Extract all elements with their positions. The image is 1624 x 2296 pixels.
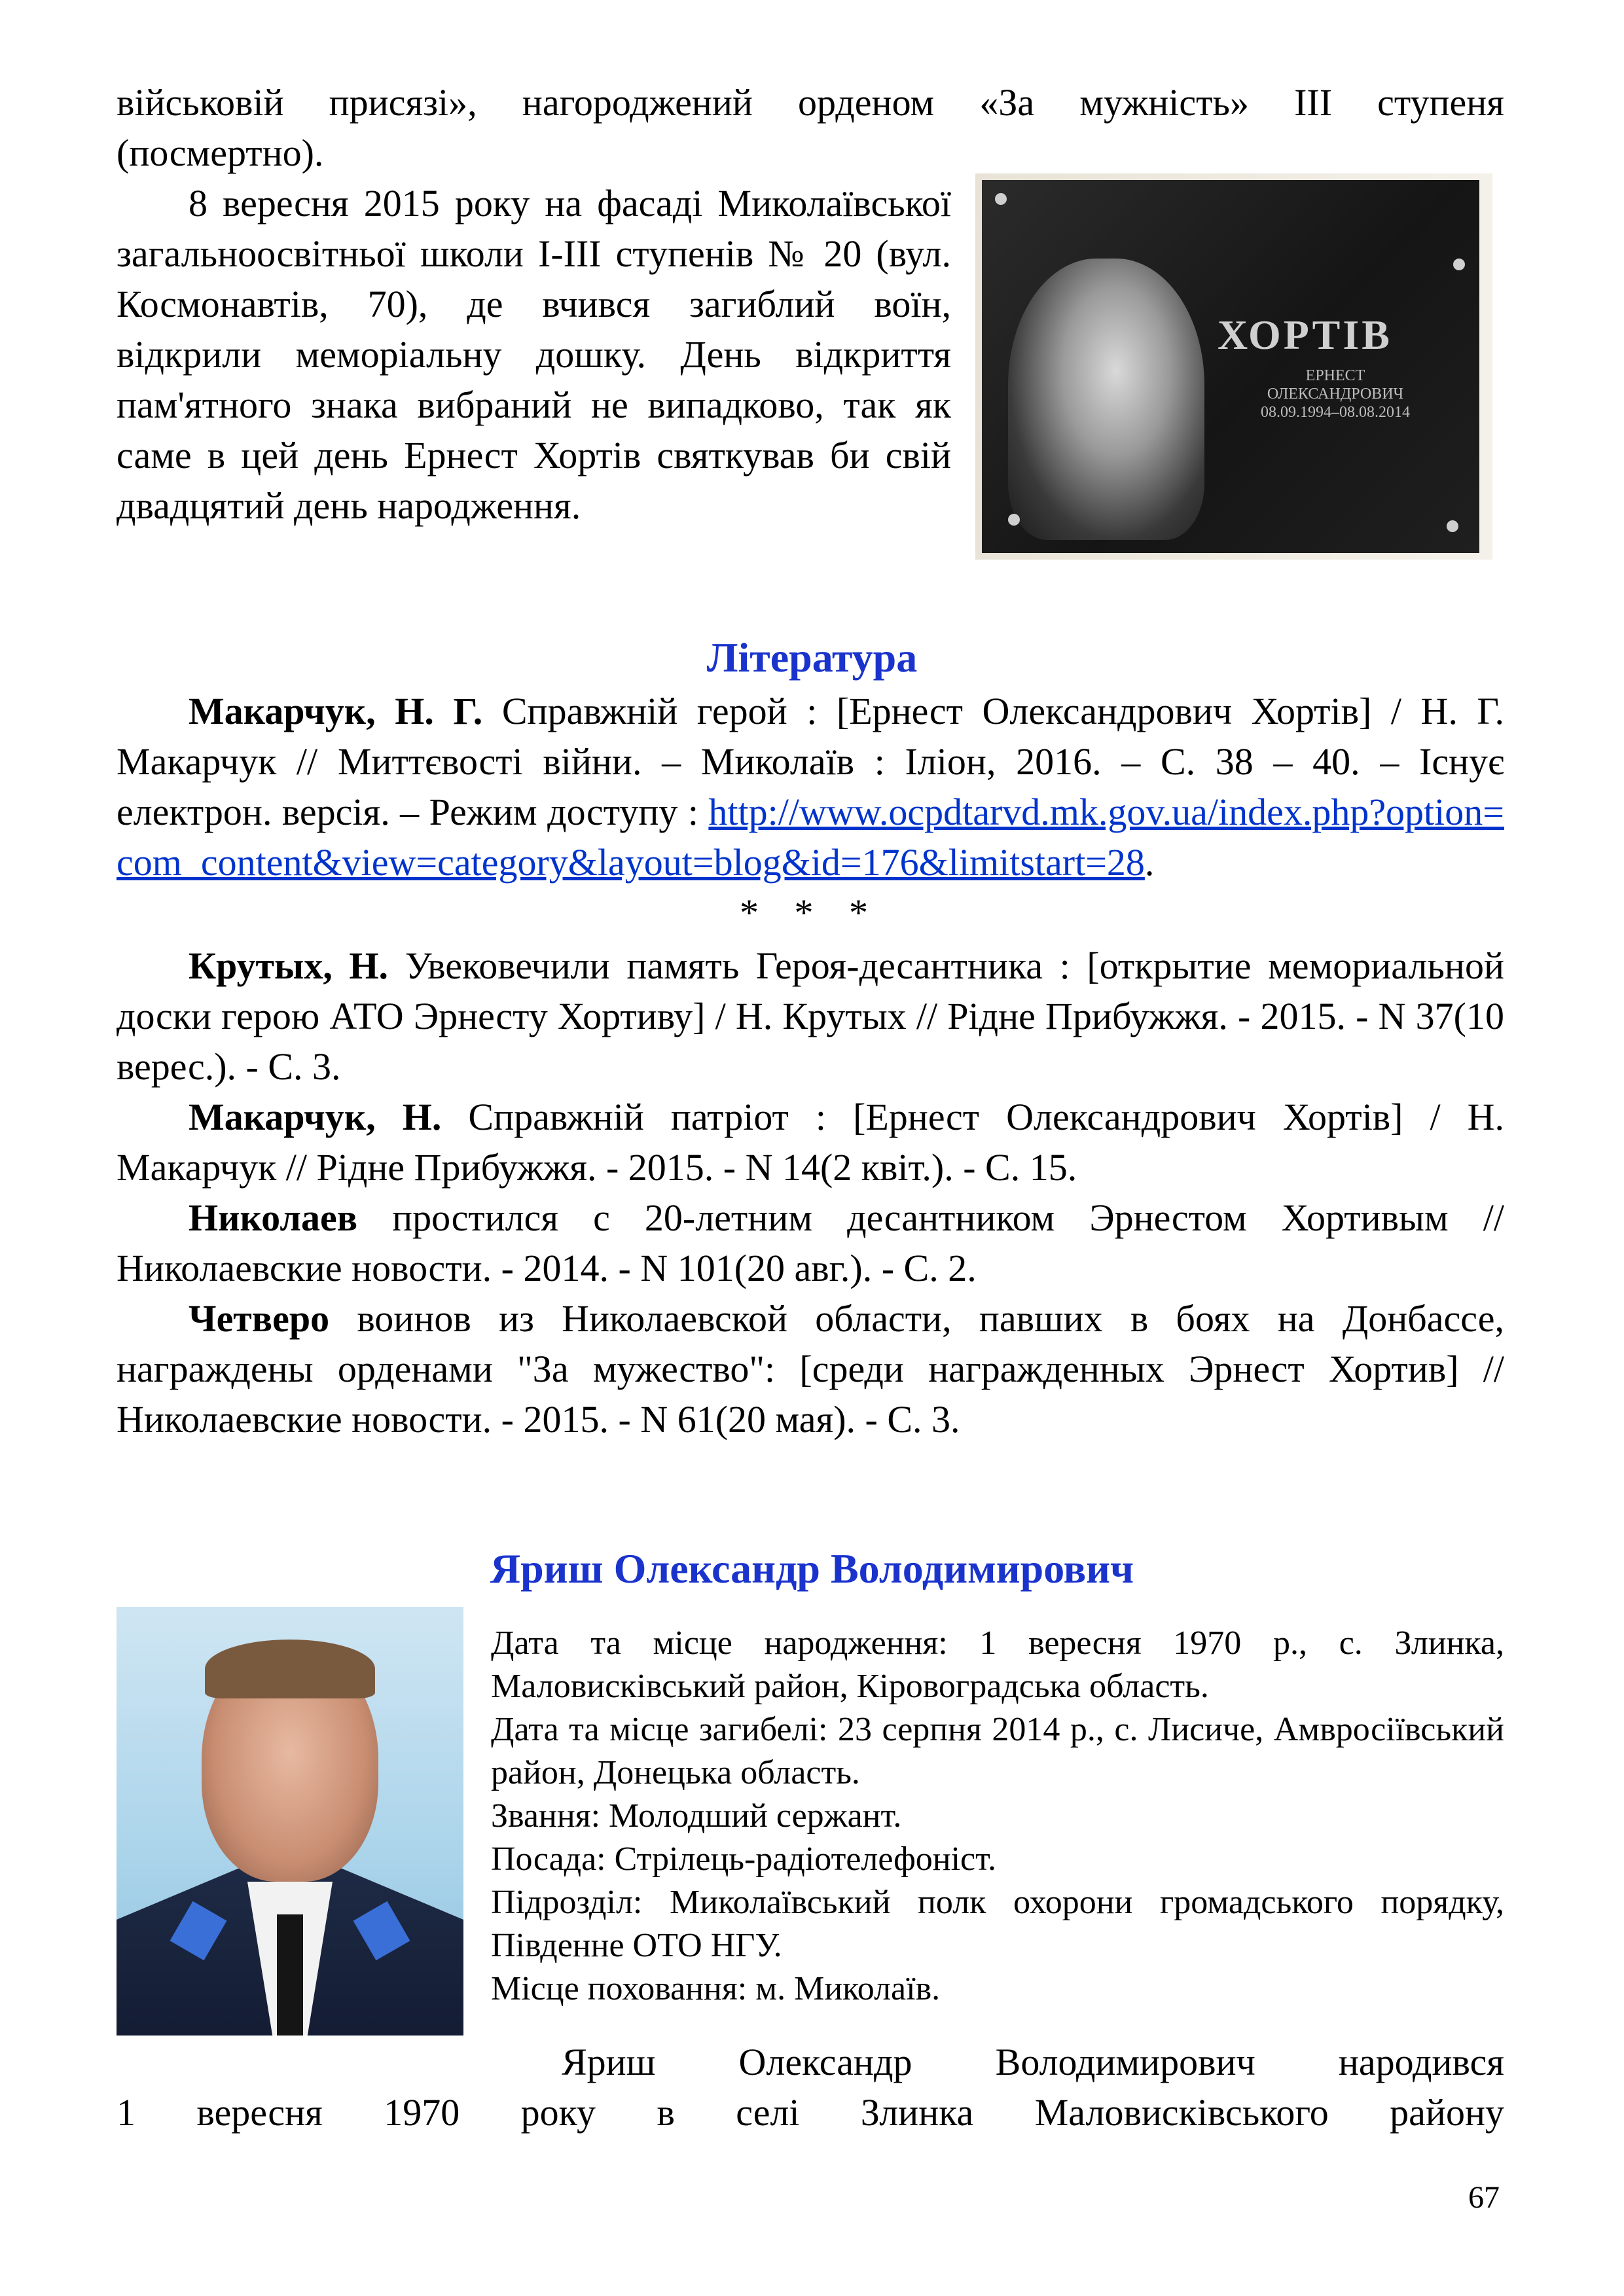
intro-line-2: (посмертно). xyxy=(117,132,324,174)
page-number: 67 xyxy=(1468,2180,1500,2215)
literature-heading: Література xyxy=(706,634,918,681)
memorial-text: 8 вересня 2015 року на фасаді Миколаївської загальноосвітньої школи І-ІІІ ступенів № 20 (вул. Космонавтів, 70), де вчився загиблий воїн, відкрили меморіальну дошку. День відкриття пам'ятного знака вибраний не випадково, так як саме в цей день Ернест Хортів святкував би свій двадцятий день народження. xyxy=(117,182,951,527)
plaque-first-name: ЕРНЕСТ xyxy=(1305,367,1365,384)
person-details xyxy=(491,1622,1504,2011)
entry-text: Справжній патріот : [Ернест Олександрович Хортів] / Н. Макарчук // Рідне Прибужжя. - 2015. - N 14(2 квіт.). - С. 15. xyxy=(117,1096,1504,1189)
entry-author: Макарчук, Н. xyxy=(189,1096,442,1138)
entry-author: Николаев xyxy=(189,1196,358,1239)
entry-author: Крутых, Н. xyxy=(189,944,389,987)
literature-entry xyxy=(117,941,1504,1092)
entry-text: Увековечили память Героя-десантника : [открытие мемориальной доски герою АТО Эрнесту Хортиву] / Н. Крутых // Рідне Прибужжя. - 2015. - N 37(10 верес.). - С. 3. xyxy=(117,944,1505,1088)
plaque-bolt-icon xyxy=(1453,259,1465,270)
literature-entry xyxy=(117,1193,1504,1293)
person-heading: Яриш Олександр Володимирович xyxy=(490,1545,1134,1592)
entry-link[interactable]: http://www.ocpdtarvd.mk.gov.ua/index.php?option=com_content&view=category&layout=blog&id=176&limitstart=28 xyxy=(117,791,1504,884)
literature-list xyxy=(117,686,1504,1444)
entry-text: воинов из Николаевской области, павших в боях на Донбассе, награждены орденами "За мужество": [среди награжденных Эрнест Хортив] // Николаевские новости. - 2015. - N 61(20 мая). - С. 3. xyxy=(117,1297,1504,1441)
literature-entry xyxy=(117,1092,1504,1193)
plaque-patronymic: ОЛЕКСАНДРОВИЧ xyxy=(1267,386,1404,403)
entry-text: Справжній герой : [Ернест Олександрович Хортів] / Н. Г. Макарчук // Миттєвості війни. – Миколаїв : Іліон, 2016. – С. 38 – 40. – Існує електрон. версія. – Режим доступу : xyxy=(117,690,1504,833)
memorial-paragraph xyxy=(117,178,951,531)
entry-text: простился с 20-летним десантником Эрнестом Хортивым // Николаевские новости. - 2014. - N 101(20 авг.). - С. 2. xyxy=(117,1196,1504,1289)
literature-entry xyxy=(117,1293,1504,1444)
plaque-portrait xyxy=(1008,259,1204,540)
plaque-board xyxy=(982,180,1479,553)
bio-paragraph xyxy=(117,2037,1504,2138)
plaque-details xyxy=(1198,367,1473,422)
plaque-bolt-icon xyxy=(995,193,1007,205)
entry-after: . xyxy=(1144,841,1155,884)
separator-stars: * * * xyxy=(740,891,881,934)
memorial-plaque-image xyxy=(975,173,1492,560)
burial-info: Місце поховання: м. Миколаїв. xyxy=(491,1970,941,2007)
rank-info: Звання: Молодший сержант. xyxy=(491,1797,902,1835)
bio-line-1: Яриш Олександр Володимирович народився xyxy=(562,2041,1504,2083)
intro-line-1: військовій присязі», нагороджений орденом «За мужність» ІІІ ступеня xyxy=(117,81,1504,124)
plaque-bolt-icon xyxy=(1447,520,1458,532)
photo-tie xyxy=(277,1914,303,2036)
death-info: Дата та місце загибелі: 23 серпня 2014 р., с. Лисиче, Амвросіївський район, Донецька область. xyxy=(491,1711,1504,1791)
plaque-bolt-icon xyxy=(1008,514,1020,526)
portrait-photo xyxy=(117,1607,463,2036)
bio-line-2: 1 вересня 1970 року в селі Злинка Маловисківського району xyxy=(117,2091,1504,2134)
photo-hair xyxy=(205,1640,375,1698)
unit-info: Підрозділ: Миколаївський полк охорони громадського порядку, Південне ОТО НГУ. xyxy=(491,1884,1504,1964)
entry-author: Четверо xyxy=(189,1297,330,1340)
plaque-name: ХОРТІВ xyxy=(1218,312,1392,358)
position-info: Посада: Стрілець-радіотелефоніст. xyxy=(491,1840,996,1878)
entry-author: Макарчук, Н. Г. xyxy=(189,690,483,732)
intro-line xyxy=(117,77,1504,178)
literature-entry xyxy=(117,686,1504,888)
plaque-dates: 08.09.1994–08.08.2014 xyxy=(1261,404,1410,421)
birth-info: Дата та місце народження: 1 вересня 1970 р., с. Злинка, Маловисківський район, Кіровоградська область. xyxy=(491,1624,1504,1705)
